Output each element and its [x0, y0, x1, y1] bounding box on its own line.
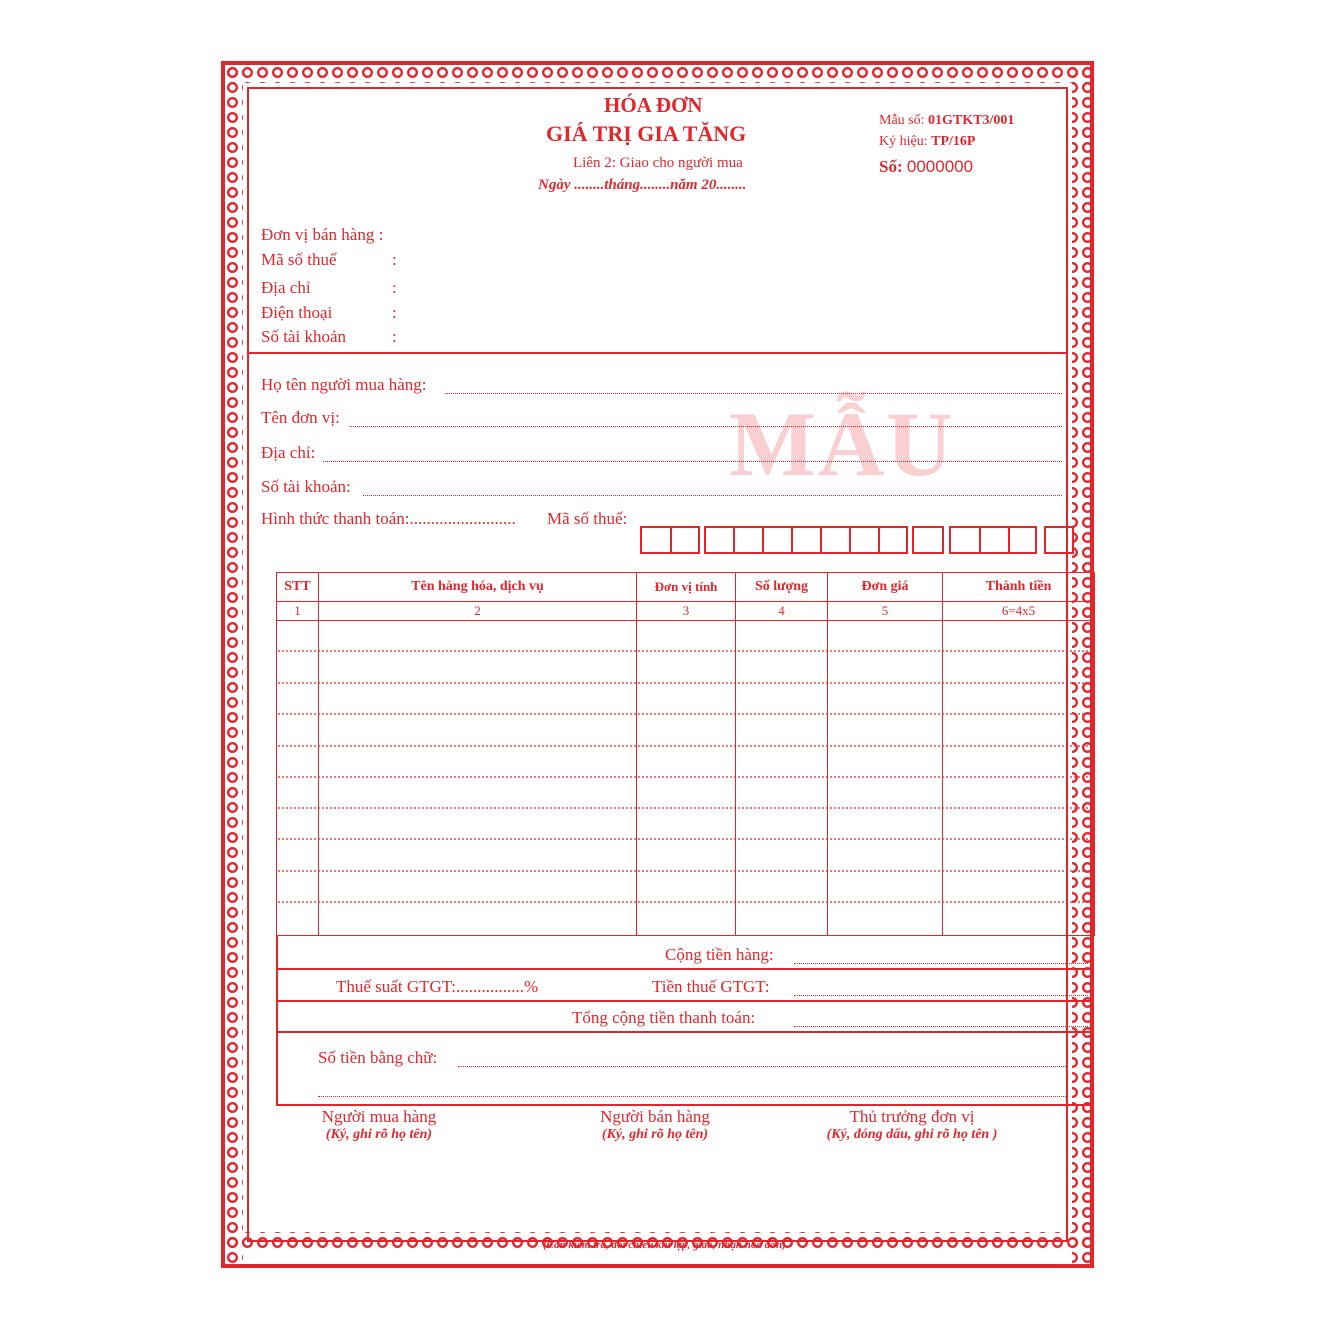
invoice-title: HÓA ĐƠN — [604, 93, 703, 117]
subtotal-field[interactable] — [794, 963, 1088, 964]
tax-code-box-group-1[interactable] — [640, 526, 700, 554]
invoice-number — [879, 157, 973, 177]
col-number-3: 3 — [637, 602, 736, 621]
buyer-signature — [279, 1107, 479, 1143]
grand-total-label: Tổng cộng tiền thanh toán: — [572, 1008, 756, 1027]
vat-amount-label: Tiền thuế GTGT: — [652, 977, 770, 996]
amount-in-words-field-2[interactable] — [318, 1096, 1068, 1097]
grand-total-divider — [278, 1031, 1092, 1033]
tax-code-box-group-2[interactable] — [704, 526, 908, 554]
seller-signature-title: Người bán hàng — [600, 1107, 710, 1126]
col-stt: STT — [277, 573, 319, 602]
invoice-subtitle: GIÁ TRỊ GIA TĂNG — [546, 121, 747, 146]
payment-method-label: Hình thức thanh toán:......................... — [261, 509, 516, 528]
form-number — [879, 113, 1014, 129]
form-frame — [247, 87, 1068, 1251]
seller-address-colon: : — [392, 278, 397, 297]
buyer-account-field[interactable] — [363, 495, 1062, 496]
tax-code-box-group-3[interactable] — [912, 526, 944, 554]
seller-account-label: Số tài khoản — [261, 327, 346, 346]
table-ruled-lines — [276, 620, 1094, 934]
invoice-number-label: Số: — [879, 157, 903, 176]
buyer-account-label: Số tài khoản: — [261, 477, 351, 496]
buyer-unit-label: Tên đơn vị: — [261, 408, 340, 427]
col-amount: Thành tiền — [943, 573, 1095, 602]
table-header-row — [277, 573, 1095, 602]
col-number-1: 1 — [277, 602, 319, 621]
sample-watermark: MẪU — [729, 393, 955, 495]
footer-note: (Cần kiểm tra, đối chiếu khi lập, giao, nhận hóa đơn) — [543, 1239, 786, 1251]
symbol — [879, 134, 975, 150]
buyer-unit-field[interactable] — [349, 426, 1062, 427]
symbol-label: Ký hiệu: — [879, 134, 928, 149]
col-quantity: Số lượng — [736, 573, 828, 602]
col-number-6: 6=4x5 — [943, 602, 1095, 621]
form-number-label: Mẫu số: — [879, 113, 925, 128]
col-number-5: 5 — [828, 602, 943, 621]
head-signature-title: Thủ trưởng đơn vị — [849, 1107, 975, 1126]
buyer-signature-title: Người mua hàng — [321, 1107, 437, 1126]
seller-signature — [555, 1107, 755, 1143]
amount-in-words-field[interactable] — [458, 1066, 1068, 1067]
copy-note: Liên 2: Giao cho người mua — [573, 155, 743, 171]
form-number-value: 01GTKT3/001 — [928, 113, 1015, 128]
seller-address-label: Địa chỉ — [261, 278, 311, 297]
seller-phone-colon: : — [392, 303, 397, 322]
col-item-name: Tên hàng hóa, dịch vụ — [319, 573, 637, 602]
tax-code-box-group-5[interactable] — [1044, 526, 1074, 554]
tax-code-box-group-4[interactable] — [949, 526, 1037, 554]
seller-tax-label: Mã số thuế — [261, 250, 337, 269]
grand-total-field[interactable] — [794, 1026, 1088, 1027]
seller-divider — [249, 352, 1066, 354]
table-number-row — [277, 602, 1095, 621]
seller-signature-note: (Ký, ghi rõ họ tên) — [601, 1127, 709, 1142]
head-signature-note: (Ký, đóng dấu, ghi rõ họ tên ) — [826, 1127, 998, 1142]
buyer-name-field[interactable] — [445, 393, 1062, 394]
subtotal-divider — [278, 968, 1092, 970]
col-unit: Đơn vị tính — [637, 573, 736, 602]
buyer-address-field[interactable] — [323, 461, 1062, 462]
totals-section — [276, 936, 1094, 1106]
invoice-sheet — [221, 61, 1094, 1268]
vat-rate-label: Thuế suất GTGT:................% — [336, 977, 539, 996]
seller-unit-label: Đơn vị bán hàng : — [261, 225, 384, 244]
head-signature — [797, 1107, 1027, 1143]
amount-in-words-label: Số tiền bằng chữ: — [318, 1048, 438, 1067]
buyer-signature-note: (Ký, ghi rõ họ tên) — [325, 1127, 433, 1142]
buyer-address-label: Địa chỉ: — [261, 443, 316, 462]
vat-divider — [278, 1000, 1092, 1002]
col-unit-price: Đơn giá — [828, 573, 943, 602]
buyer-name-label: Họ tên người mua hàng: — [261, 375, 427, 394]
seller-account-colon: : — [392, 327, 397, 346]
vat-amount-field[interactable] — [794, 995, 1088, 996]
symbol-value: TP/16P — [931, 134, 976, 149]
buyer-tax-label: Mã số thuế: — [547, 509, 628, 528]
seller-tax-colon: : — [392, 250, 397, 269]
col-number-4: 4 — [736, 602, 828, 621]
col-number-2: 2 — [319, 602, 637, 621]
subtotal-label: Cộng tiền hàng: — [665, 945, 774, 964]
seller-phone-label: Điện thoại — [261, 303, 333, 322]
invoice-number-value: 0000000 — [906, 157, 974, 176]
date-line: Ngày ........tháng........năm 20........ — [538, 177, 747, 193]
